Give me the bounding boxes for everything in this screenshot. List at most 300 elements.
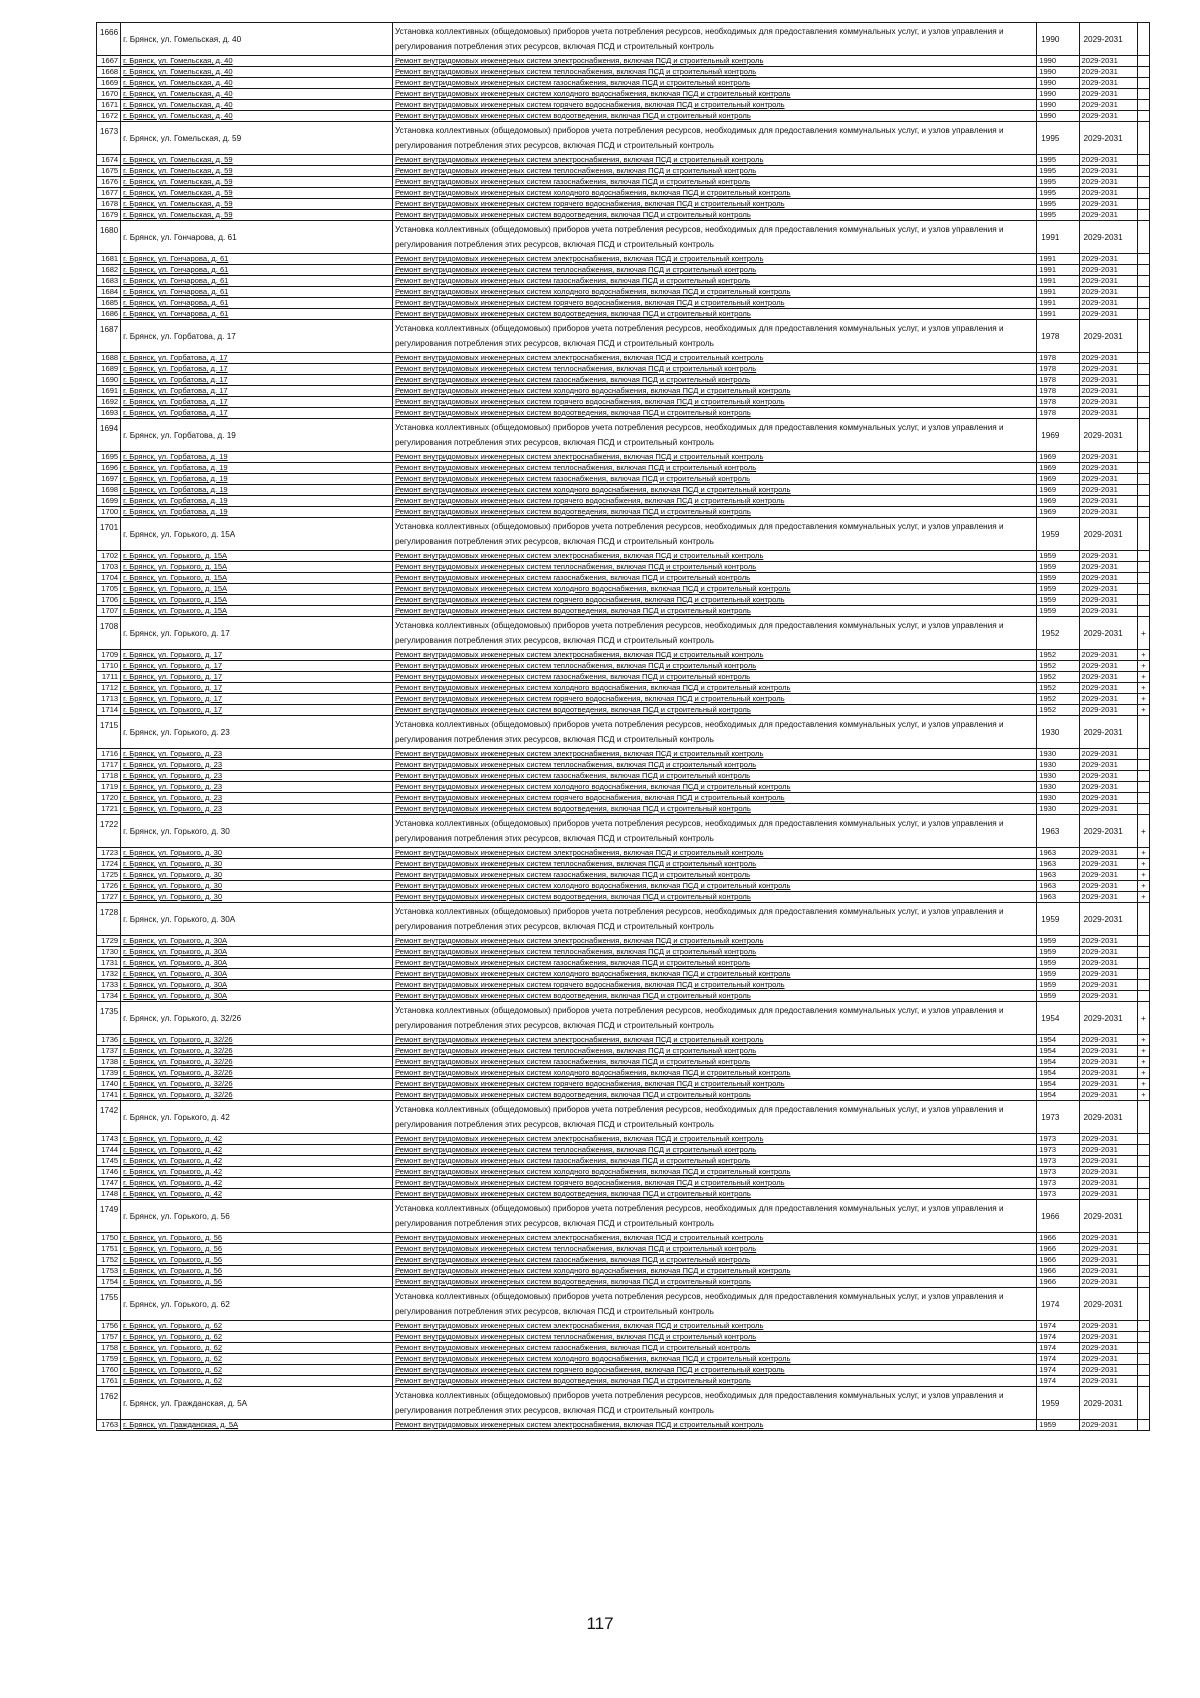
address-cell: [121, 991, 393, 1002]
table-row: [97, 1101, 1150, 1134]
address-cell: [121, 1068, 393, 1079]
period-cell: 2029-2031: [1079, 485, 1137, 496]
table-row: [97, 672, 1150, 683]
table-row: [97, 375, 1150, 386]
address-cell-text: г. Брянск, ул. Горького, д. 15А: [123, 595, 228, 604]
mark-cell: +: [1137, 848, 1149, 859]
row-number: 1666: [97, 23, 121, 56]
period-cell: 2029-2031: [1079, 815, 1137, 848]
address-cell-text: г. Брянск, ул. Горького, д. 62: [123, 1343, 223, 1352]
year-cell: 1959: [1037, 903, 1079, 936]
table-row: [97, 661, 1150, 672]
mark-cell: [1137, 771, 1149, 782]
work-description-cell: [392, 397, 1036, 408]
mark-cell: [1137, 188, 1149, 199]
year-cell: 1952: [1037, 672, 1079, 683]
work-description-cell: [392, 1244, 1036, 1255]
row-number: 1753: [97, 1266, 121, 1277]
address-cell: [121, 1167, 393, 1178]
work-description-cell: [392, 1178, 1036, 1189]
table-row: [97, 353, 1150, 364]
row-number: 1686: [97, 309, 121, 320]
row-number: 1699: [97, 496, 121, 507]
work-description-cell: [392, 221, 1036, 254]
work-description-cell: [392, 56, 1036, 67]
row-number: 1677: [97, 188, 121, 199]
work-description-cell: [392, 1420, 1036, 1431]
address-cell: [121, 936, 393, 947]
period-cell: 2029-2031: [1079, 848, 1137, 859]
work-description-cell: [392, 276, 1036, 287]
period-cell: 2029-2031: [1079, 1354, 1137, 1365]
row-number: 1700: [97, 507, 121, 518]
year-cell: 1990: [1037, 56, 1079, 67]
address-cell: [121, 1134, 393, 1145]
row-number: 1710: [97, 661, 121, 672]
mark-cell: [1137, 166, 1149, 177]
address-cell: [121, 1354, 393, 1365]
mark-cell: [1137, 221, 1149, 254]
address-cell: [121, 980, 393, 991]
work-description-cell: [392, 100, 1036, 111]
table-row: [97, 474, 1150, 485]
mark-cell: [1137, 1255, 1149, 1266]
address-cell-text: г. Брянск, ул. Горбатова, д. 19: [123, 507, 228, 516]
row-number: 1691: [97, 386, 121, 397]
table-row: [97, 617, 1150, 650]
mark-cell: [1137, 760, 1149, 771]
address-cell-text: г. Брянск, ул. Горького, д. 56: [123, 1211, 230, 1221]
year-cell: 1930: [1037, 782, 1079, 793]
mark-cell: [1137, 177, 1149, 188]
period-cell: 2029-2031: [1079, 991, 1137, 1002]
address-cell-text: г. Брянск, ул. Горького, д. 23: [123, 782, 223, 791]
work-description-cell-text: Ремонт внутридомовых инженерных систем газоснабжения, включая ПСД и строительный контроль: [394, 276, 751, 285]
row-number: 1685: [97, 298, 121, 309]
row-number: 1713: [97, 694, 121, 705]
table-row: [97, 419, 1150, 452]
year-cell: 1959: [1037, 584, 1079, 595]
address-cell-text: г. Брянск, ул. Горбатова, д. 17: [123, 364, 228, 373]
work-description-cell: [392, 485, 1036, 496]
mark-cell: [1137, 782, 1149, 793]
address-cell-text: г. Брянск, ул. Горького, д. 32/26: [123, 1013, 242, 1023]
address-cell: [121, 1156, 393, 1167]
address-cell: [121, 265, 393, 276]
table-row: [97, 1035, 1150, 1046]
address-cell-text: г. Брянск, ул. Горького, д. 30: [123, 848, 223, 857]
row-number: 1678: [97, 199, 121, 210]
row-number: 1693: [97, 408, 121, 419]
year-cell: 1978: [1037, 364, 1079, 375]
address-cell: [121, 364, 393, 375]
table-row: [97, 452, 1150, 463]
address-cell: [121, 1277, 393, 1288]
period-cell: 2029-2031: [1079, 1002, 1137, 1035]
table-body: [97, 23, 1150, 1431]
period-cell: 2029-2031: [1079, 1167, 1137, 1178]
work-description-cell: [392, 1376, 1036, 1387]
address-cell: [121, 386, 393, 397]
table-row: [97, 573, 1150, 584]
address-cell-text: г. Брянск, ул. Гражданская, д. 5А: [123, 1420, 239, 1429]
address-cell-text: г. Брянск, ул. Горького, д. 23: [123, 727, 230, 737]
table-row: [97, 562, 1150, 573]
work-description-cell-text: Ремонт внутридомовых инженерных систем электроснабжения, включая ПСД и строительный контроль: [394, 1420, 764, 1429]
period-cell: 2029-2031: [1079, 463, 1137, 474]
work-description-cell-text: Ремонт внутридомовых инженерных систем холодного водоснабжения, включая ПСД и строительный контроль: [394, 1266, 791, 1275]
year-cell: 1930: [1037, 760, 1079, 771]
mark-cell: +: [1137, 815, 1149, 848]
row-number: 1698: [97, 485, 121, 496]
work-description-cell: [392, 1167, 1036, 1178]
period-cell: 2029-2031: [1079, 1288, 1137, 1321]
period-cell: 2029-2031: [1079, 661, 1137, 672]
year-cell: 1974: [1037, 1288, 1079, 1321]
address-cell-text: г. Брянск, ул. Горького, д. 32/26: [123, 1079, 233, 1088]
address-cell: [121, 969, 393, 980]
period-cell: 2029-2031: [1079, 1134, 1137, 1145]
mark-cell: +: [1137, 1068, 1149, 1079]
table-row: [97, 991, 1150, 1002]
address-cell: [121, 1200, 393, 1233]
mark-cell: [1137, 1354, 1149, 1365]
period-cell: 2029-2031: [1079, 89, 1137, 100]
period-cell: 2029-2031: [1079, 309, 1137, 320]
table-row: [97, 210, 1150, 221]
address-cell: [121, 903, 393, 936]
address-cell-text: г. Брянск, ул. Гончарова, д. 61: [123, 309, 229, 318]
address-cell-text: г. Брянск, ул. Горького, д. 32/26: [123, 1068, 233, 1077]
mark-cell: [1137, 397, 1149, 408]
work-description-cell-text: Установка коллективных (общедомовых) приборов учета потребления ресурсов, необходимых для предоставления коммунальных услуг, и узлов управления и регулирования потребления этих ресурсов, включая ПСД и строительный контроль: [394, 907, 1004, 931]
work-description-cell-text: Ремонт внутридомовых инженерных систем водоотведения, включая ПСД и строительный контроль: [394, 1090, 751, 1099]
address-cell-text: г. Брянск, ул. Горького, д. 23: [123, 760, 223, 769]
address-cell: [121, 870, 393, 881]
year-cell: 1978: [1037, 320, 1079, 353]
year-cell: 1973: [1037, 1189, 1079, 1200]
work-description-cell: [392, 155, 1036, 166]
address-cell-text: г. Брянск, ул. Горбатова, д. 17: [123, 386, 228, 395]
table-row: [97, 804, 1150, 815]
table-row: [97, 1156, 1150, 1167]
table-row: [97, 298, 1150, 309]
work-description-cell: [392, 111, 1036, 122]
table-row: [97, 1354, 1150, 1365]
work-description-cell-text: Установка коллективных (общедомовых) приборов учета потребления ресурсов, необходимых для предоставления коммунальных услуг, и узлов управления и регулирования потребления этих ресурсов, включая ПСД и строительный контроль: [394, 1292, 1004, 1316]
mark-cell: [1137, 408, 1149, 419]
address-cell: [121, 694, 393, 705]
mark-cell: +: [1137, 650, 1149, 661]
table-row: [97, 320, 1150, 353]
table-row: [97, 947, 1150, 958]
work-description-cell-text: Ремонт внутридомовых инженерных систем теплоснабжения, включая ПСД и строительный контроль: [394, 947, 757, 956]
mark-cell: [1137, 67, 1149, 78]
work-description-cell-text: Ремонт внутридомовых инженерных систем холодного водоснабжения, включая ПСД и строительный контроль: [394, 1167, 791, 1176]
year-cell: 1959: [1037, 1420, 1079, 1431]
period-cell: 2029-2031: [1079, 716, 1137, 749]
table-row: [97, 1332, 1150, 1343]
table-row: [97, 694, 1150, 705]
address-cell: [121, 276, 393, 287]
row-number: 1729: [97, 936, 121, 947]
mark-cell: +: [1137, 1079, 1149, 1090]
work-description-cell: [392, 881, 1036, 892]
address-cell: [121, 771, 393, 782]
mark-cell: [1137, 1288, 1149, 1321]
period-cell: 2029-2031: [1079, 1332, 1137, 1343]
address-cell-text: г. Брянск, ул. Горбатова, д. 17: [123, 397, 228, 406]
work-description-cell: [392, 958, 1036, 969]
mark-cell: [1137, 1200, 1149, 1233]
table-row: [97, 749, 1150, 760]
period-cell: 2029-2031: [1079, 199, 1137, 210]
work-description-cell: [392, 584, 1036, 595]
table-row: [97, 683, 1150, 694]
table-row: [97, 1200, 1150, 1233]
year-cell: 1969: [1037, 452, 1079, 463]
work-description-cell-text: Ремонт внутридомовых инженерных систем холодного водоснабжения, включая ПСД и строительный контроль: [394, 485, 791, 494]
row-number: 1689: [97, 364, 121, 375]
work-description-cell: [392, 683, 1036, 694]
year-cell: 1995: [1037, 166, 1079, 177]
mark-cell: [1137, 1332, 1149, 1343]
table-row: [97, 56, 1150, 67]
work-description-cell: [392, 1068, 1036, 1079]
period-cell: 2029-2031: [1079, 1255, 1137, 1266]
address-cell: [121, 353, 393, 364]
work-description-cell-text: Установка коллективных (общедомовых) приборов учета потребления ресурсов, необходимых для предоставления коммунальных услуг, и узлов управления и регулирования потребления этих ресурсов, включая ПСД и строительный контроль: [394, 1006, 1004, 1030]
row-number: 1687: [97, 320, 121, 353]
address-cell-text: г. Брянск, ул. Горбатова, д. 17: [123, 331, 236, 341]
table-row: [97, 650, 1150, 661]
table-row: [97, 1244, 1150, 1255]
year-cell: 1978: [1037, 353, 1079, 364]
row-number: 1761: [97, 1376, 121, 1387]
work-description-cell-text: Ремонт внутридомовых инженерных систем электроснабжения, включая ПСД и строительный контроль: [394, 1233, 764, 1242]
address-cell: [121, 562, 393, 573]
work-description-cell: [392, 1035, 1036, 1046]
address-cell: [121, 474, 393, 485]
address-cell: [121, 320, 393, 353]
period-cell: 2029-2031: [1079, 980, 1137, 991]
work-description-cell-text: Ремонт внутридомовых инженерных систем холодного водоснабжения, включая ПСД и строительный контроль: [394, 1068, 791, 1077]
year-cell: 1995: [1037, 155, 1079, 166]
work-description-cell: [392, 1321, 1036, 1332]
work-description-cell-text: Ремонт внутридомовых инженерных систем водоотведения, включая ПСД и строительный контроль: [394, 606, 751, 615]
work-description-cell: [392, 991, 1036, 1002]
work-description-cell: [392, 122, 1036, 155]
row-number: 1754: [97, 1277, 121, 1288]
work-description-cell-text: Ремонт внутридомовых инженерных систем теплоснабжения, включая ПСД и строительный контроль: [394, 859, 757, 868]
work-description-cell: [392, 749, 1036, 760]
address-cell: [121, 1266, 393, 1277]
work-description-cell: [392, 309, 1036, 320]
table-row: [97, 1387, 1150, 1420]
work-description-cell-text: Ремонт внутридомовых инженерных систем теплоснабжения, включая ПСД и строительный контроль: [394, 67, 757, 76]
table-row: [97, 1343, 1150, 1354]
work-description-cell: [392, 298, 1036, 309]
period-cell: 2029-2031: [1079, 298, 1137, 309]
address-cell-text: г. Брянск, ул. Горького, д. 23: [123, 804, 223, 813]
mark-cell: [1137, 254, 1149, 265]
address-cell-text: г. Брянск, ул. Гомельская, д. 40: [123, 100, 233, 109]
mark-cell: [1137, 1145, 1149, 1156]
address-cell-text: г. Брянск, ул. Горбатова, д. 19: [123, 430, 236, 440]
work-description-cell: [392, 1156, 1036, 1167]
work-description-cell: [392, 980, 1036, 991]
year-cell: 1959: [1037, 980, 1079, 991]
address-cell: [121, 1002, 393, 1035]
row-number: 1682: [97, 265, 121, 276]
address-cell: [121, 1145, 393, 1156]
work-description-cell-text: Ремонт внутридомовых инженерных систем холодного водоснабжения, включая ПСД и строительный контроль: [394, 969, 791, 978]
year-cell: 1969: [1037, 474, 1079, 485]
mark-cell: +: [1137, 705, 1149, 716]
address-cell: [121, 661, 393, 672]
work-description-cell: [392, 507, 1036, 518]
work-description-cell: [392, 1145, 1036, 1156]
mark-cell: [1137, 991, 1149, 1002]
address-cell-text: г. Брянск, ул. Горького, д. 30: [123, 859, 223, 868]
row-number: 1718: [97, 771, 121, 782]
table-row: [97, 969, 1150, 980]
mark-cell: [1137, 1134, 1149, 1145]
mark-cell: +: [1137, 859, 1149, 870]
address-cell-text: г. Брянск, ул. Гончарова, д. 61: [123, 298, 229, 307]
table-row: [97, 606, 1150, 617]
work-description-cell-text: Ремонт внутридомовых инженерных систем электроснабжения, включая ПСД и строительный контроль: [394, 353, 764, 362]
mark-cell: [1137, 507, 1149, 518]
address-cell-text: г. Брянск, ул. Горького, д. 62: [123, 1376, 223, 1385]
address-cell-text: г. Брянск, ул. Горького, д. 17: [123, 683, 223, 692]
period-cell: 2029-2031: [1079, 375, 1137, 386]
year-cell: 1930: [1037, 793, 1079, 804]
mark-cell: [1137, 485, 1149, 496]
address-cell-text: г. Брянск, ул. Гончарова, д. 61: [123, 232, 237, 242]
address-cell-text: г. Брянск, ул. Горького, д. 62: [123, 1332, 223, 1341]
address-cell-text: г. Брянск, ул. Горького, д. 17: [123, 661, 223, 670]
table-row: [97, 595, 1150, 606]
mark-cell: [1137, 1277, 1149, 1288]
table-row: [97, 1255, 1150, 1266]
period-cell: 2029-2031: [1079, 947, 1137, 958]
work-description-cell: [392, 1343, 1036, 1354]
period-cell: 2029-2031: [1079, 1200, 1137, 1233]
year-cell: 1954: [1037, 1002, 1079, 1035]
table-row: [97, 1057, 1150, 1068]
table-row: [97, 1288, 1150, 1321]
period-cell: 2029-2031: [1079, 507, 1137, 518]
row-number: 1763: [97, 1420, 121, 1431]
table-row: [97, 1178, 1150, 1189]
period-cell: 2029-2031: [1079, 177, 1137, 188]
work-description-cell: [392, 463, 1036, 474]
period-cell: 2029-2031: [1079, 386, 1137, 397]
address-cell: [121, 1420, 393, 1431]
period-cell: 2029-2031: [1079, 1145, 1137, 1156]
row-number: 1745: [97, 1156, 121, 1167]
row-number: 1670: [97, 89, 121, 100]
period-cell: 2029-2031: [1079, 562, 1137, 573]
row-number: 1747: [97, 1178, 121, 1189]
address-cell: [121, 782, 393, 793]
address-cell-text: г. Брянск, ул. Горького, д. 42: [123, 1178, 223, 1187]
period-cell: 2029-2031: [1079, 1101, 1137, 1134]
address-cell-text: г. Брянск, ул. Горького, д. 62: [123, 1365, 223, 1374]
address-cell-text: г. Брянск, ул. Горького, д. 32/26: [123, 1057, 233, 1066]
address-cell: [121, 793, 393, 804]
row-number: 1673: [97, 122, 121, 155]
mark-cell: [1137, 903, 1149, 936]
table-row: [97, 870, 1150, 881]
period-cell: 2029-2031: [1079, 782, 1137, 793]
row-number: 1711: [97, 672, 121, 683]
address-cell: [121, 485, 393, 496]
work-description-cell: [392, 793, 1036, 804]
mark-cell: [1137, 606, 1149, 617]
work-description-cell-text: Ремонт внутридомовых инженерных систем холодного водоснабжения, включая ПСД и строительный контроль: [394, 89, 791, 98]
address-cell-text: г. Брянск, ул. Горбатова, д. 19: [123, 463, 228, 472]
period-cell: 2029-2031: [1079, 1233, 1137, 1244]
mark-cell: [1137, 804, 1149, 815]
work-description-cell-text: Ремонт внутридомовых инженерных систем водоотведения, включая ПСД и строительный контроль: [394, 408, 751, 417]
work-description-cell: [392, 771, 1036, 782]
mark-cell: +: [1137, 1035, 1149, 1046]
address-cell-text: г. Брянск, ул. Гомельская, д. 59: [123, 199, 233, 208]
address-cell-text: г. Брянск, ул. Горького, д. 42: [123, 1112, 230, 1122]
address-cell-text: г. Брянск, ул. Горбатова, д. 17: [123, 408, 228, 417]
address-cell: [121, 947, 393, 958]
address-cell: [121, 1046, 393, 1057]
table-row: [97, 716, 1150, 749]
address-cell: [121, 1387, 393, 1420]
mark-cell: +: [1137, 683, 1149, 694]
year-cell: 1973: [1037, 1134, 1079, 1145]
work-description-cell-text: Ремонт внутридомовых инженерных систем горячего водоснабжения, включая ПСД и строительный контроль: [394, 1079, 785, 1088]
year-cell: 1963: [1037, 881, 1079, 892]
row-number: 1732: [97, 969, 121, 980]
address-cell-text: г. Брянск, ул. Горького, д. 42: [123, 1156, 223, 1165]
address-cell: [121, 408, 393, 419]
row-number: 1730: [97, 947, 121, 958]
table-row: [97, 1233, 1150, 1244]
table-row: [97, 848, 1150, 859]
mark-cell: [1137, 353, 1149, 364]
work-description-cell-text: Установка коллективных (общедомовых) приборов учета потребления ресурсов, необходимых для предоставления коммунальных услуг, и узлов управления и регулирования потребления этих ресурсов, включая ПСД и строительный контроль: [394, 522, 1004, 546]
year-cell: 1959: [1037, 936, 1079, 947]
row-number: 1748: [97, 1189, 121, 1200]
work-description-cell: [392, 1288, 1036, 1321]
mark-cell: [1137, 496, 1149, 507]
row-number: 1751: [97, 1244, 121, 1255]
table-row: [97, 265, 1150, 276]
work-description-cell: [392, 1189, 1036, 1200]
work-description-cell-text: Установка коллективных (общедомовых) приборов учета потребления ресурсов, необходимых для предоставления коммунальных услуг, и узлов управления и регулирования потребления этих ресурсов, включая ПСД и строительный контроль: [394, 720, 1004, 744]
address-cell-text: г. Брянск, ул. Горького, д. 62: [123, 1354, 223, 1363]
mark-cell: +: [1137, 870, 1149, 881]
year-cell: 1990: [1037, 23, 1079, 56]
address-cell-text: г. Брянск, ул. Гончарова, д. 61: [123, 254, 229, 263]
address-cell-text: г. Брянск, ул. Гомельская, д. 59: [123, 177, 233, 186]
address-cell-text: г. Брянск, ул. Горького, д. 42: [123, 1167, 223, 1176]
work-description-cell-text: Ремонт внутридомовых инженерных систем теплоснабжения, включая ПСД и строительный контроль: [394, 562, 757, 571]
table-row: [97, 1321, 1150, 1332]
row-number: 1735: [97, 1002, 121, 1035]
mark-cell: [1137, 562, 1149, 573]
mark-cell: [1137, 89, 1149, 100]
year-cell: 1974: [1037, 1343, 1079, 1354]
